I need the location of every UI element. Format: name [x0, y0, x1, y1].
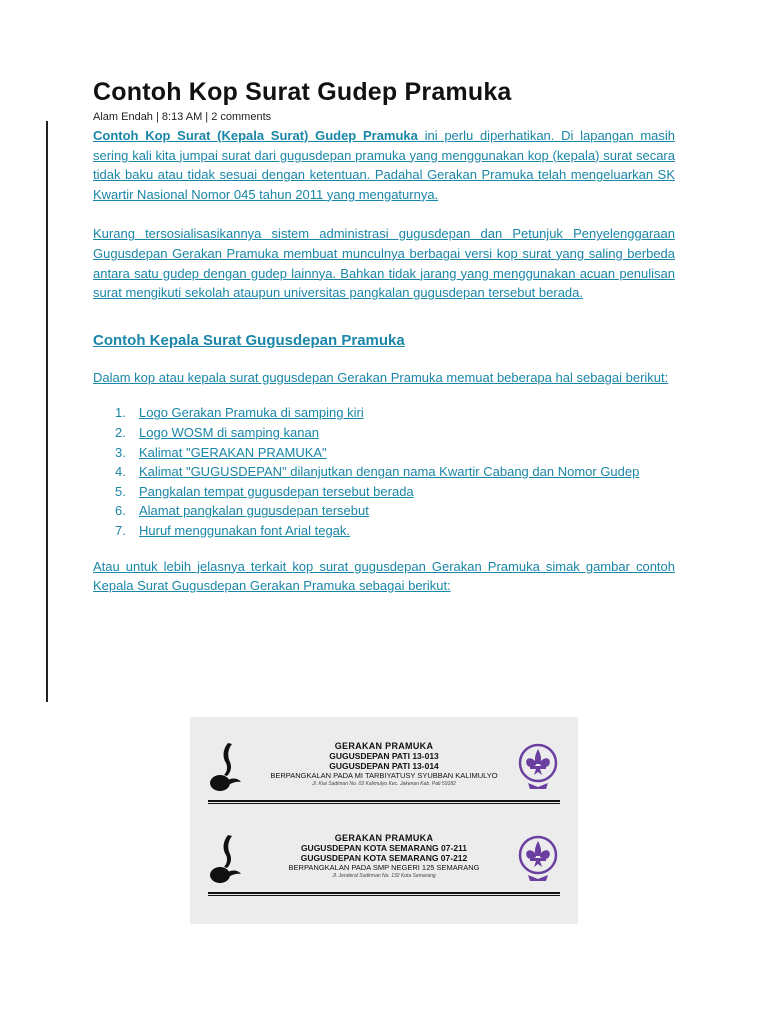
post-meta: Alam Endah | 8:13 AM | 2 comments — [93, 111, 272, 123]
list-item[interactable] — [115, 443, 675, 463]
intro-rest[interactable]: ini perlu diperhatikan. Di lapangan masih sering kali kita jumpai surat dari gugusdepan pramuka yang menggunakan kop (kepala) surat secara tidak baku atau tidak sesuai dengan ketentuan. Padahal Gerakan Pramuka telah mengeluarkan SK Kwartir Nasional Nomor 045 tahun 2011 yang mengaturnya. — [93, 128, 675, 202]
wosm-fleur-de-lis-icon — [516, 835, 560, 883]
list-number: 2. — [115, 424, 126, 440]
list-number: 5. — [115, 483, 126, 499]
letterhead-rule-thick — [208, 892, 560, 894]
list-item[interactable] — [115, 501, 675, 521]
kop-surat-example-image — [190, 717, 578, 924]
letterhead-line-gudep-a: GUGUSDEPAN KOTA SEMARANG 07-211 — [300, 843, 468, 853]
list-intro-paragraph[interactable]: Dalam kop atau kepala surat gugusdepan Gerakan Pramuka memuat beberapa hal sebagai berikut: — [93, 369, 669, 385]
letterhead-line-address: Jl. Kiai Sadiman No. 02 Kalimulyo Kec. Jakenan Kab. Pati 59182 — [312, 781, 456, 787]
requirements-list — [93, 403, 675, 540]
list-text[interactable]: Huruf menggunakan font Arial tegak. — [139, 522, 351, 538]
list-number: 7. — [115, 522, 126, 538]
letterhead-example-1 — [208, 737, 560, 819]
letterhead-example-2 — [208, 829, 560, 911]
letterhead-rule-thin — [208, 895, 560, 896]
letterhead-line-base: BERPANGKALAN PADA SMP NEGERI 125 SEMARANG — [288, 863, 480, 872]
letterhead-text-1 — [248, 741, 520, 788]
letterhead-line-gudep-a: GUGUSDEPAN PATI 13-013 — [329, 751, 439, 761]
list-text[interactable]: Kalimat "GERAKAN PRAMUKA" — [139, 444, 327, 460]
list-item[interactable] — [115, 521, 675, 541]
list-number: 3. — [115, 444, 126, 460]
list-item[interactable] — [115, 462, 675, 482]
tunas-kelapa-icon — [208, 833, 242, 885]
letterhead-line-base: BERPANGKALAN PADA MI TARBIYATUSY SYUBBAN KALIMULYO — [270, 771, 498, 780]
letterhead-line-gudep-b: GUGUSDEPAN KOTA SEMARANG 07-212 — [300, 853, 468, 863]
letterhead-text-2 — [248, 833, 520, 880]
letterhead-rule-thin — [208, 803, 560, 804]
second-paragraph[interactable]: Kurang tersosialisasikannya sistem administrasi gugusdepan dan Petunjuk Penyelenggaraan Gugusdepan Gerakan Pramuka membuat munculnya berbagai versi kop surat yang saling berbeda antara satu gudep dengan gudep lainnya. Bahkan tidak jarang yang menggunakan acuan penulisan surat mengikuti sekolah ataupun universitas pangkalan gugusdepan tersebut berada. — [93, 226, 675, 301]
tunas-kelapa-icon — [208, 741, 242, 793]
article-content — [93, 76, 675, 596]
letterhead-line-organization: GERAKAN PRAMUKA — [334, 741, 434, 751]
section-heading[interactable]: Contoh Kepala Surat Gugusdepan Pramuka — [93, 331, 405, 349]
list-number: 6. — [115, 503, 126, 519]
list-text[interactable]: Kalimat "GUGUSDEPAN" dilanjutkan dengan nama Kwartir Cabang dan Nomor Gudep — [139, 464, 640, 480]
page-title: Contoh Kop Surat Gudep Pramuka — [93, 78, 512, 106]
list-item[interactable] — [115, 482, 675, 502]
list-item[interactable] — [115, 403, 675, 423]
letterhead-line-gudep-b: GUGUSDEPAN PATI 13-014 — [329, 761, 439, 771]
list-number: 1. — [115, 405, 126, 421]
intro-bold-lead[interactable]: Contoh Kop Surat (Kepala Surat) Gudep Pramuka — [93, 128, 418, 143]
intro-paragraph[interactable] — [93, 126, 675, 204]
list-text[interactable]: Pangkalan tempat gugusdepan tersebut berada — [139, 483, 414, 499]
list-text[interactable]: Logo WOSM di samping kanan — [139, 424, 319, 440]
closing-paragraph[interactable]: Atau untuk lebih jelasnya terkait kop surat gugusdepan Gerakan Pramuka simak gambar contoh Kepala Surat Gugusdepan Gerakan Pramuka sebagai berikut: — [93, 558, 675, 594]
list-item[interactable] — [115, 423, 675, 443]
letterhead-line-organization: GERAKAN PRAMUKA — [334, 833, 434, 843]
list-text[interactable]: Alamat pangkalan gugusdepan tersebut — [139, 503, 369, 519]
wosm-fleur-de-lis-icon — [516, 743, 560, 791]
left-margin-bar — [46, 121, 48, 702]
letterhead-line-address: Jl. Jenderal Sudirman No. 132 Kota Semarang — [332, 873, 436, 879]
letterhead-rule-thick — [208, 800, 560, 802]
list-text[interactable]: Logo Gerakan Pramuka di samping kiri — [139, 405, 364, 421]
list-number: 4. — [115, 464, 126, 480]
